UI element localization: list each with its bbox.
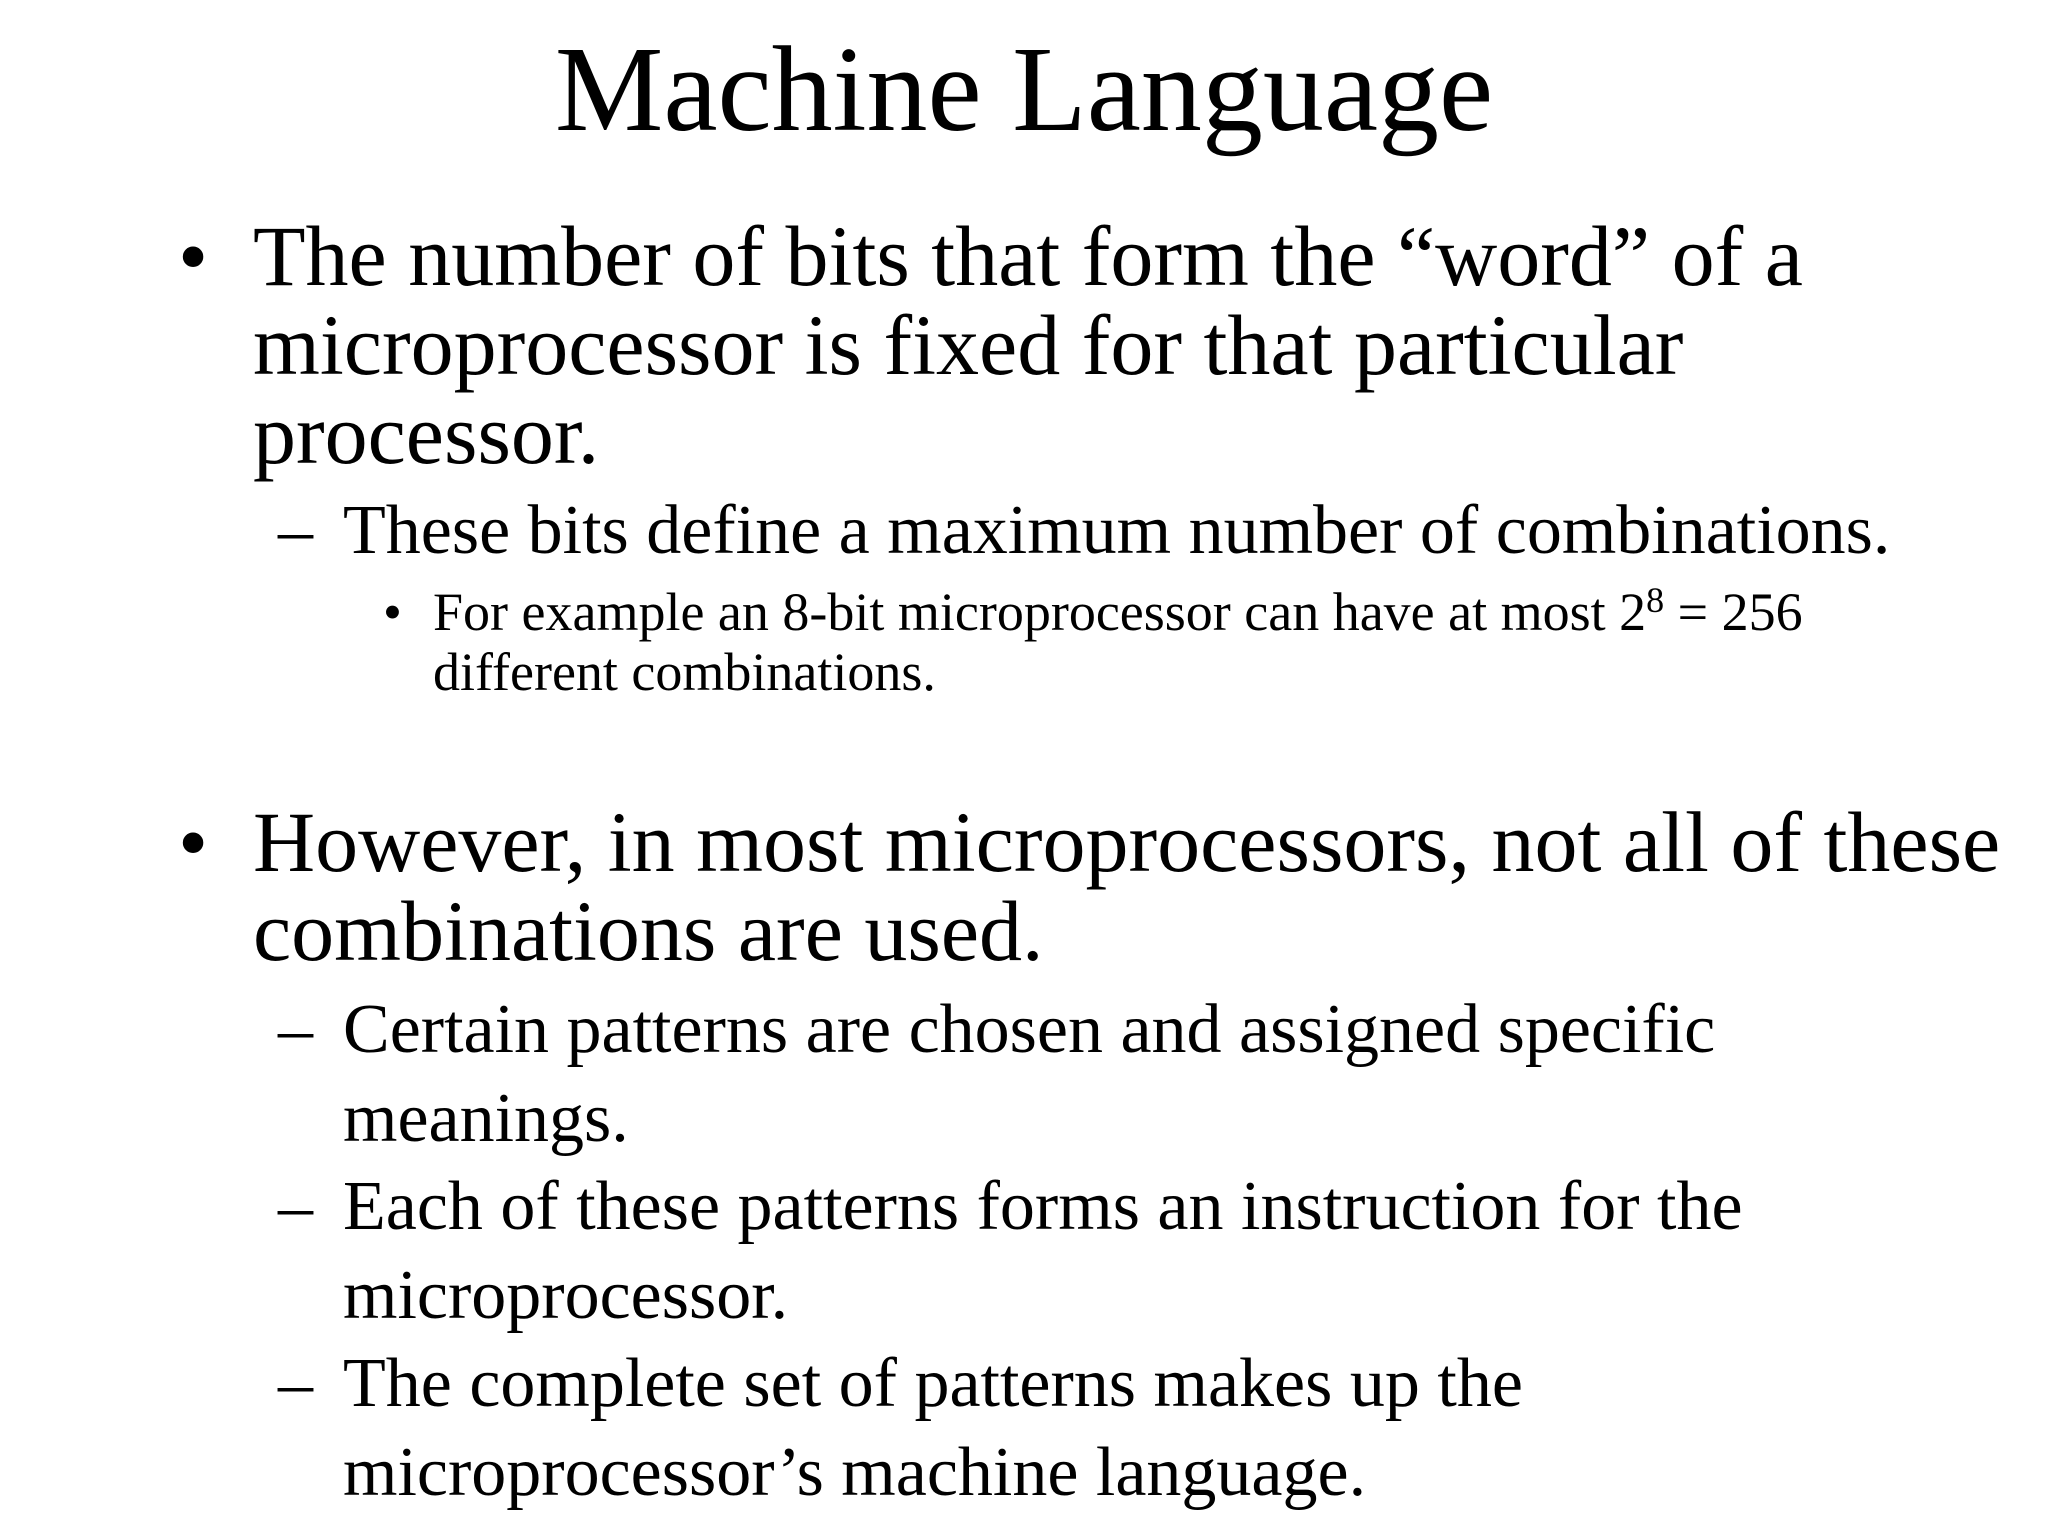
- sub-point-line: The complete set of patterns makes up the: [343, 1345, 1523, 1422]
- bullet-marker: •: [178, 794, 209, 890]
- dash-marker: –: [278, 492, 313, 569]
- sub-point-line: meanings.: [343, 1080, 629, 1157]
- bullet-point-not-all-used: [178, 794, 2001, 979]
- bullet-line: microprocessor is fixed for that particular: [253, 297, 1684, 393]
- sub-point-patterns-chosen: [278, 985, 1716, 1163]
- bullet-point-word-size: [178, 208, 1803, 482]
- example-point-8-bit: [383, 580, 1803, 702]
- sub-point-line: These bits define a maximum number of combinations.: [343, 492, 1891, 569]
- sub-point-instruction: [278, 1162, 1743, 1340]
- bullet-marker: •: [178, 208, 209, 304]
- slide-title: Machine Language: [554, 22, 1494, 157]
- sub-point-machine-language: [278, 1339, 1523, 1517]
- example-text: For example an 8-bit microprocessor can have at most 2: [433, 582, 1647, 642]
- bullet-line: processor.: [253, 386, 600, 482]
- sub-point-line: Each of these patterns forms an instruction for the: [343, 1168, 1743, 1245]
- dash-marker: –: [278, 1168, 313, 1245]
- bullet-line: The number of bits that form the “word” of a: [253, 208, 1803, 304]
- dash-marker: –: [278, 991, 313, 1068]
- sub-point-line: microprocessor.: [343, 1257, 789, 1334]
- sub-point-max-combinations: [278, 486, 1891, 575]
- example-line: different combinations.: [433, 642, 936, 702]
- bullet-line: combinations are used.: [253, 883, 1044, 979]
- dash-marker: –: [278, 1345, 313, 1422]
- example-result: = 256: [1664, 582, 1803, 642]
- example-line: [433, 582, 1803, 642]
- bullet-line: However, in most microprocessors, not all of these: [253, 794, 2001, 890]
- sub-point-line: Certain patterns are chosen and assigned specific: [343, 991, 1716, 1068]
- sub-point-line: microprocessor’s machine language.: [343, 1434, 1367, 1511]
- bullet-marker: •: [383, 582, 402, 642]
- exponent: 8: [1646, 580, 1665, 620]
